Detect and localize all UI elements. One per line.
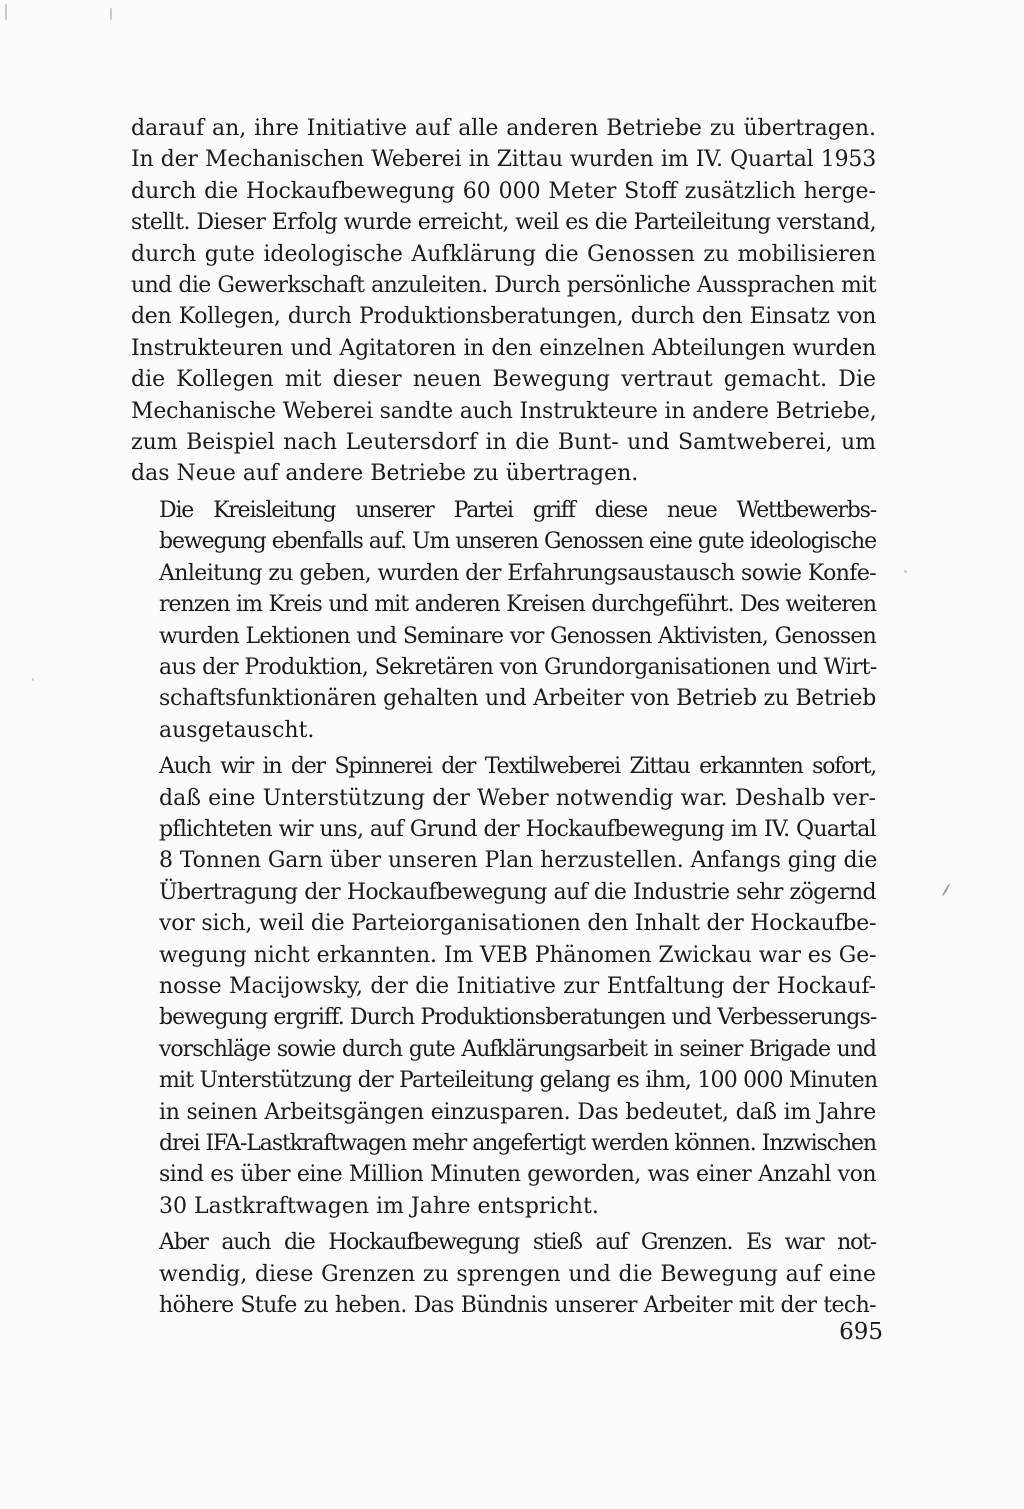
text-line: 8 Tonnen Garn über unseren Plan herzustellen. Anfangs ging die — [159, 848, 878, 874]
text-line: den Kollegen, durch Produktionsberatungen, durch den Einsatz von — [131, 304, 876, 330]
scan-speck — [904, 570, 907, 573]
text-line: höhere Stufe zu heben. Das Bündnis unserer Arbeiter mit der tech- — [159, 1293, 876, 1319]
text-line: sind es über eine Million Minuten geworden, was einer Anzahl von — [159, 1162, 876, 1188]
text-line: schaftsfunktionären gehalten und Arbeiter von Betrieb zu Betrieb — [159, 686, 876, 712]
text-line: aus der Produktion, Sekretären von Grundorganisationen und Wirt- — [159, 654, 877, 680]
text-line: pflichteten wir uns, auf Grund der Hockaufbewegung im IV. Quartal — [159, 816, 876, 842]
text-line: daß eine Unterstützung der Weber notwendig war. Deshalb ver- — [159, 785, 876, 811]
paragraph — [131, 1227, 876, 1321]
text-line: drei IFA-Lastkraftwagen mehr angefertigt werden können. Inzwischen — [159, 1131, 876, 1156]
text-line: Mechanische Weberei sandte auch Instrukteure in andere Betriebe, — [131, 398, 877, 424]
text-line: die Kollegen mit dieser neuen Bewegung vertraut gemacht. Die — [131, 367, 876, 393]
text-line: 30 Lastkraftwagen im Jahre entspricht. — [159, 1193, 599, 1219]
text-line: Instrukteuren und Agitatoren in den einzelnen Abteilungen wurden — [131, 335, 876, 361]
text-line: wegung nicht erkannten. Im VEB Phänomen Zwickau war es Ge- — [159, 942, 877, 968]
text-line: Auch wir in der Spinnerei der Textilweberei Zittau erkannten sofort, — [159, 754, 876, 780]
text-line: Aber auch die Hockaufbewegung stieß auf Grenzen. Es war not- — [159, 1230, 876, 1256]
text-line: durch gute ideologische Aufklärung die Genossen zu mobilisieren — [131, 241, 876, 267]
text-line: wurden Lektionen und Seminare vor Genossen Aktivisten, Genossen — [159, 623, 876, 649]
text-line: darauf an, ihre Initiative auf alle anderen Betriebe zu übertragen. — [131, 116, 876, 141]
text-line: wendig, diese Grenzen zu sprengen und die Bewegung auf eine — [159, 1261, 876, 1287]
text-line: Die Kreisleitung unserer Partei griff diese neue Wettbewerbs- — [159, 497, 876, 523]
scan-speck — [5, 4, 7, 20]
body-text — [131, 113, 876, 1321]
text-line: In der Mechanischen Weberei in Zittau wurden im IV. Quartal 1953 — [131, 147, 876, 173]
text-line: stellt. Dieser Erfolg wurde erreicht, weil es die Parteileitung verstand, — [131, 210, 876, 236]
text-line: zum Beispiel nach Leutersdorf in die Bunt- und Samtweberei, um — [131, 430, 876, 456]
text-line: Anleitung zu geben, wurden der Erfahrungsaustausch sowie Konfe- — [159, 560, 877, 586]
paragraph — [131, 113, 876, 490]
text-line: vor sich, weil die Parteiorganisationen den Inhalt der Hockaufbe- — [159, 911, 877, 937]
scan-speck — [32, 678, 34, 681]
text-line: bewegung ebenfalls auf. Um unseren Genossen eine gute ideologische — [159, 529, 876, 555]
text-line: durch die Hockaufbewegung 60 000 Meter Stoff zusätzlich herge- — [131, 178, 876, 204]
text-line: renzen im Kreis und mit anderen Kreisen durchgeführt. Des weiteren — [159, 592, 876, 618]
text-line: das Neue auf andere Betriebe zu übertragen. — [131, 461, 639, 487]
text-line: und die Gewerkschaft anzuleiten. Durch persönliche Aussprachen mit — [131, 273, 876, 299]
text-line: in seinen Arbeitsgängen einzusparen. Das bedeutet, daß im Jahre — [159, 1099, 876, 1125]
paragraph — [131, 495, 876, 746]
scan-speck — [110, 8, 112, 20]
text-line: ausgetauscht. — [159, 717, 315, 743]
scan-speck — [942, 883, 951, 896]
text-line: nosse Macijowsky, der die Initiative zur Entfaltung der Hockauf- — [159, 973, 876, 999]
page-number: 695 — [839, 1319, 883, 1345]
text-line: Übertragung der Hockaufbewegung auf die Industrie sehr zögernd — [159, 879, 876, 905]
text-line: vorschläge sowie durch gute Aufklärungsarbeit in seiner Brigade und — [159, 1036, 876, 1062]
paragraph — [131, 751, 876, 1222]
text-line: mit Unterstützung der Parteileitung gelang es ihm, 100 000 Minuten — [159, 1068, 878, 1094]
text-line: bewegung ergriff. Durch Produktionsberatungen und Verbesserungs- — [159, 1005, 877, 1031]
